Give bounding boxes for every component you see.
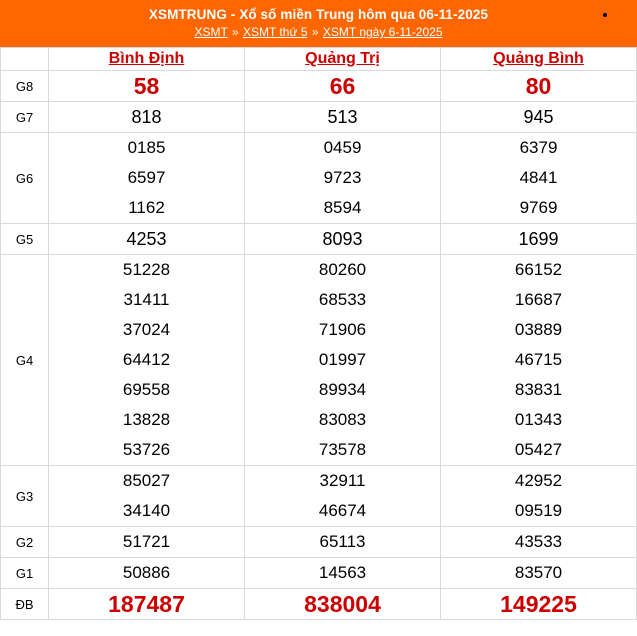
prize-cell-G3-0 <box>49 466 245 527</box>
prize-cell-G2-0 <box>49 527 245 558</box>
prize-cell-G5-0 <box>49 224 245 255</box>
table-row <box>1 133 637 224</box>
prize-label-G8: G8 <box>1 71 49 102</box>
prize-number: 4253 <box>126 229 167 249</box>
province-link-2[interactable]: Quảng Bình <box>493 50 584 67</box>
breadcrumb-item-4[interactable]: XSMT ngày 6-11-2025 <box>322 25 443 39</box>
prize-number: 64412 <box>122 350 171 369</box>
prize-number: 51721 <box>122 532 171 551</box>
prize-cell-G2-1 <box>245 527 441 558</box>
prize-number: 187487 <box>108 591 185 617</box>
prize-cell-G8-1 <box>245 71 441 102</box>
prize-cell-G2-2 <box>441 527 637 558</box>
prize-number: 16687 <box>514 290 563 309</box>
prize-number: 1162 <box>128 198 165 217</box>
prize-cell-G6-1 <box>245 133 441 224</box>
prize-number: 34140 <box>122 501 171 520</box>
prize-number: 01343 <box>514 410 563 429</box>
page-title: XSMTRUNG - Xổ số miền Trung hôm qua 06-11-2025 <box>148 7 489 22</box>
dot-icon <box>603 13 607 17</box>
prize-cell-G1-2 <box>441 558 637 589</box>
prize-number: 03889 <box>514 320 563 339</box>
prize-number: 42952 <box>514 471 563 490</box>
prize-number: 65113 <box>319 532 366 551</box>
prize-number: 05427 <box>514 440 563 459</box>
prize-number: 513 <box>327 107 358 127</box>
prize-label-G7: G7 <box>1 102 49 133</box>
prize-label-G4: G4 <box>1 255 49 466</box>
province-header-2[interactable] <box>441 48 637 71</box>
table-corner-cell <box>1 48 49 71</box>
prize-cell-G1-1 <box>245 558 441 589</box>
prize-number: 31411 <box>123 290 170 309</box>
province-link-1[interactable]: Quảng Trị <box>305 50 380 67</box>
table-row <box>1 466 637 527</box>
prize-number: 43533 <box>514 532 563 551</box>
prize-number: 9769 <box>519 198 558 217</box>
breadcrumb-item-0[interactable]: XSMT <box>194 25 228 39</box>
prize-cell-G1-0 <box>49 558 245 589</box>
bottom-spacer <box>0 620 637 636</box>
prize-number: 09519 <box>514 501 563 520</box>
prize-cell-G6-2 <box>441 133 637 224</box>
prize-number: 13828 <box>122 410 171 429</box>
prize-number: 66152 <box>514 260 563 279</box>
prize-number: 8594 <box>323 198 362 217</box>
prize-number: 80260 <box>318 260 367 279</box>
prize-cell-G3-2 <box>441 466 637 527</box>
prize-number: 53726 <box>122 440 171 459</box>
prize-number: 8093 <box>322 229 363 249</box>
table-row <box>1 102 637 133</box>
page-header <box>0 0 637 47</box>
prize-cell-G8-2 <box>441 71 637 102</box>
breadcrumb-separator-1: » <box>231 25 239 39</box>
province-header-1[interactable] <box>245 48 441 71</box>
prize-number: 46674 <box>318 501 367 520</box>
prize-number: 37024 <box>122 320 171 339</box>
prize-label-ĐB: ĐB <box>1 589 49 620</box>
prize-number: 6597 <box>127 168 166 187</box>
prize-label-G1: G1 <box>1 558 49 589</box>
prize-number: 66 <box>329 73 356 99</box>
prize-number: 83570 <box>514 563 563 582</box>
table-row <box>1 558 637 589</box>
prize-number: 73578 <box>318 440 367 459</box>
breadcrumb <box>0 22 637 39</box>
prize-number: 818 <box>131 107 162 127</box>
province-link-0[interactable]: Bình Định <box>108 50 185 67</box>
prize-number: 69558 <box>122 380 171 399</box>
table-row <box>1 224 637 255</box>
prize-number: 51228 <box>122 260 171 279</box>
prize-cell-G8-0 <box>49 71 245 102</box>
prize-number: 89934 <box>318 380 367 399</box>
prize-cell-G5-2 <box>441 224 637 255</box>
prize-cell-G5-1 <box>245 224 441 255</box>
prize-number: 46715 <box>514 350 563 369</box>
prize-number: 58 <box>133 73 160 99</box>
prize-cell-G3-1 <box>245 466 441 527</box>
breadcrumb-separator-3: » <box>311 25 319 39</box>
prize-number: 80 <box>525 73 552 99</box>
prize-number: 149225 <box>500 591 577 617</box>
table-row <box>1 589 637 620</box>
table-header-row <box>1 48 637 71</box>
prize-number: 9723 <box>323 168 362 187</box>
prize-label-G3: G3 <box>1 466 49 527</box>
prize-number: 1699 <box>518 229 559 249</box>
prize-cell-G7-1 <box>245 102 441 133</box>
prize-number: 6379 <box>519 138 558 157</box>
table-row <box>1 255 637 466</box>
prize-number: 68533 <box>318 290 367 309</box>
prize-label-G2: G2 <box>1 527 49 558</box>
prize-number: 945 <box>523 107 554 127</box>
prize-number: 83831 <box>514 380 563 399</box>
prize-number: 85027 <box>122 471 171 490</box>
prize-number: 32911 <box>319 471 366 490</box>
prize-cell-G7-2 <box>441 102 637 133</box>
prize-cell-G6-0 <box>49 133 245 224</box>
province-header-0[interactable] <box>49 48 245 71</box>
prize-number: 0459 <box>323 138 362 157</box>
prize-number: 0185 <box>127 138 166 157</box>
prize-cell-G4-0 <box>49 255 245 466</box>
prize-number: 838004 <box>304 591 381 617</box>
prize-cell-ĐB-0 <box>49 589 245 620</box>
prize-cell-G4-2 <box>441 255 637 466</box>
prize-number: 71906 <box>318 320 367 339</box>
prize-label-G5: G5 <box>1 224 49 255</box>
table-row <box>1 527 637 558</box>
lottery-results-table <box>0 47 637 620</box>
prize-label-G6: G6 <box>1 133 49 224</box>
prize-number: 01997 <box>318 350 367 369</box>
prize-number: 4841 <box>519 168 558 187</box>
prize-cell-G7-0 <box>49 102 245 133</box>
prize-cell-G4-1 <box>245 255 441 466</box>
prize-number: 50886 <box>122 563 171 582</box>
breadcrumb-item-2[interactable]: XSMT thứ 5 <box>243 25 308 39</box>
table-row <box>1 71 637 102</box>
prize-cell-ĐB-1 <box>245 589 441 620</box>
prize-cell-ĐB-2 <box>441 589 637 620</box>
prize-number: 83083 <box>318 410 367 429</box>
prize-number: 14563 <box>318 563 367 582</box>
